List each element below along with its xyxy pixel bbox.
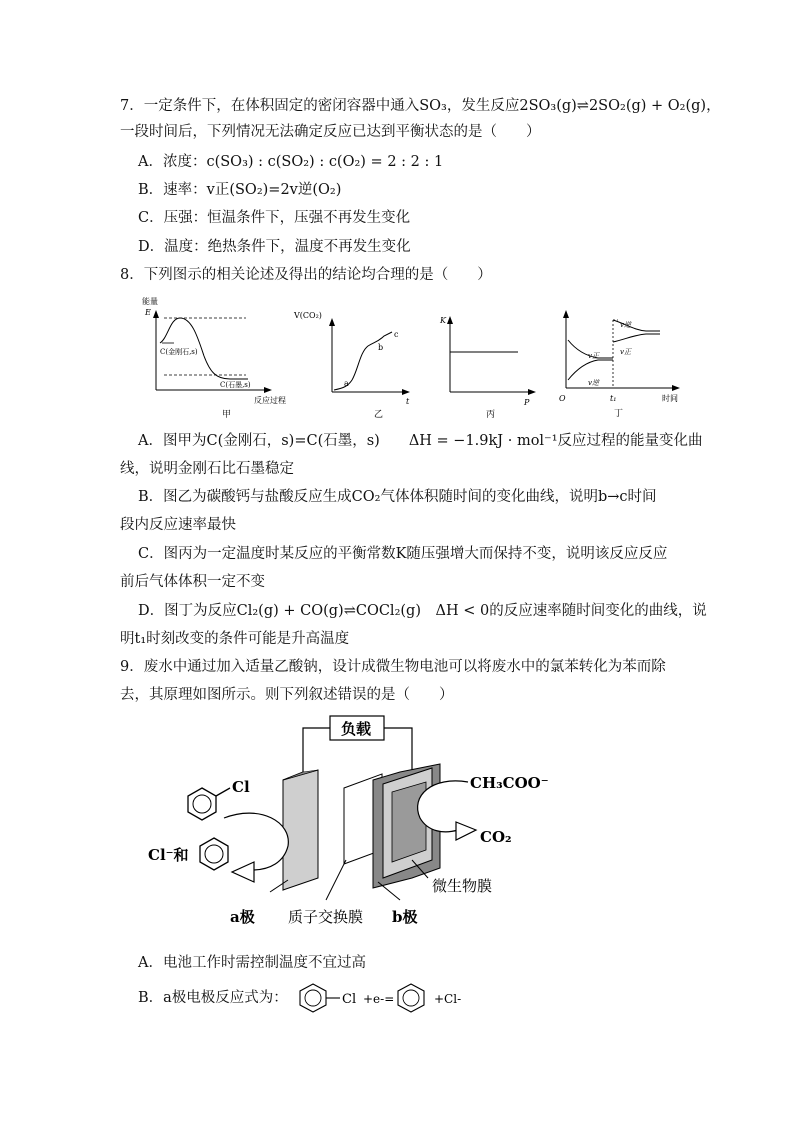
load-label: 负载 [341, 720, 372, 738]
jia-label-graphite: C(石墨,s) [220, 381, 251, 389]
jia-xlabel: 反应过程 [254, 396, 286, 405]
graph-jia [140, 294, 290, 424]
q8-option-d-line2: 明t₁时刻改变的条件可能是升高温度 [120, 631, 350, 647]
ding-v-zheng-left: v正 [588, 352, 599, 360]
q9-option-a: A．电池工作时需控制温度不宜过高 [138, 955, 366, 971]
q8-option-a-line1: A．图甲为C(金刚石，s)=C(石墨，s) ΔH = −1.9kJ · mol⁻¹反应过程的能量变化曲 [138, 433, 703, 449]
yi-caption: 乙 [374, 410, 384, 420]
yi-ylabel: V(CO₂) [294, 311, 322, 320]
jia-ylabel1: 能量 [142, 297, 158, 306]
eq-cl: Cl [342, 992, 357, 1007]
a-pole-label: a极 [230, 908, 255, 926]
ding-t1: t₁ [610, 394, 617, 403]
q8-option-c-line1: C．图丙为一定温度时某反应的平衡常数K随压强增大而保持不变，说明该反应反应 [138, 546, 668, 562]
graph-bing [432, 308, 542, 424]
fuel-cell-diagram [140, 710, 580, 935]
yi-point-a: a [344, 379, 349, 388]
graph-ding [556, 304, 696, 424]
q7-stem-line1: 7．一定条件下，在体积固定的密闭容器中通入SO₃，发生反应2SO₃(g)⇌2SO₂(g) + O₂(g)， [120, 98, 721, 114]
q8-option-c-line2: 前后气体体积一定不变 [120, 574, 265, 590]
jia-caption: 甲 [222, 410, 232, 420]
ding-v-ni-left: v逆 [588, 379, 599, 387]
eq-plus-e: +e-= [363, 992, 395, 1006]
q9-option-b-prefix: B．a极电极反应式为： [138, 990, 288, 1006]
jia-label-diamond: C(金刚石,s) [160, 348, 198, 356]
ding-v-zheng-top: v正 [620, 348, 631, 356]
bing-xlabel: P [524, 398, 530, 407]
bing-caption: 丙 [486, 410, 496, 420]
q9-stem-line1: 9．废水中通过加入适量乙酸钠，设计成微生物电池可以将废水中的氯苯转化为苯而除 [120, 659, 666, 675]
yi-xlabel: t [406, 397, 410, 406]
q8-option-d-line1: D．图丁为反应Cl₂(g) + CO(g)⇌COCl₂(g) ΔH < 0的反应速率随时间变化的曲线，说 [138, 603, 707, 619]
q8-option-b-line2: 段内反应速率最快 [120, 517, 236, 533]
q7-option-b: B．速率：v正(SO₂)=2v逆(O₂) [138, 182, 342, 198]
q8-option-b-line1: B．图乙为碳酸钙与盐酸反应生成CO₂气体体积随时间的变化曲线，说明b→c时间 [138, 489, 657, 505]
jia-ylabel2: E [145, 308, 151, 317]
ding-xlabel: 时间 [662, 394, 678, 403]
ding-caption: 丁 [614, 409, 624, 419]
cl-minus-and-label: Cl⁻和 [148, 846, 189, 864]
q9-option-b-equation [296, 980, 476, 1014]
q9-stem-line2: 去，其原理如图所示。则下列叙述错误的是（ ） [120, 687, 454, 703]
eq-plus-cl: +Cl- [434, 992, 462, 1006]
co2-label: CO₂ [480, 828, 512, 846]
membrane-label: 质子交换膜 [288, 908, 364, 926]
yi-point-b: b [378, 343, 384, 352]
ding-v-ni-top: v逆 [620, 321, 631, 329]
q8-option-a-line2: 线，说明金刚石比石墨稳定 [120, 461, 294, 477]
q7-option-a: A．浓度：c(SO₃) : c(SO₂) : c(O₂) = 2 : 2 : 1 [138, 154, 444, 170]
biofilm-label: 微生物膜 [432, 877, 493, 895]
q7-option-c: C．压强：恒温条件下，压强不再发生变化 [138, 210, 411, 226]
cl-label: Cl [232, 778, 250, 796]
ding-origin: O [559, 394, 566, 403]
ch3coo-label: CH₃COO⁻ [470, 774, 549, 792]
q7-option-d: D．温度：绝热条件下，温度不再发生变化 [138, 239, 411, 255]
b-pole-label: b极 [392, 908, 418, 926]
q8-stem: 8．下列图示的相关论述及得出的结论均合理的是（ ） [120, 267, 492, 283]
q7-stem-line2: 一段时间后，下列情况无法确定反应已达到平衡状态的是（ ） [120, 124, 541, 140]
graph-yi [292, 306, 420, 424]
yi-point-c: c [394, 330, 399, 339]
bing-ylabel: K [440, 316, 446, 325]
